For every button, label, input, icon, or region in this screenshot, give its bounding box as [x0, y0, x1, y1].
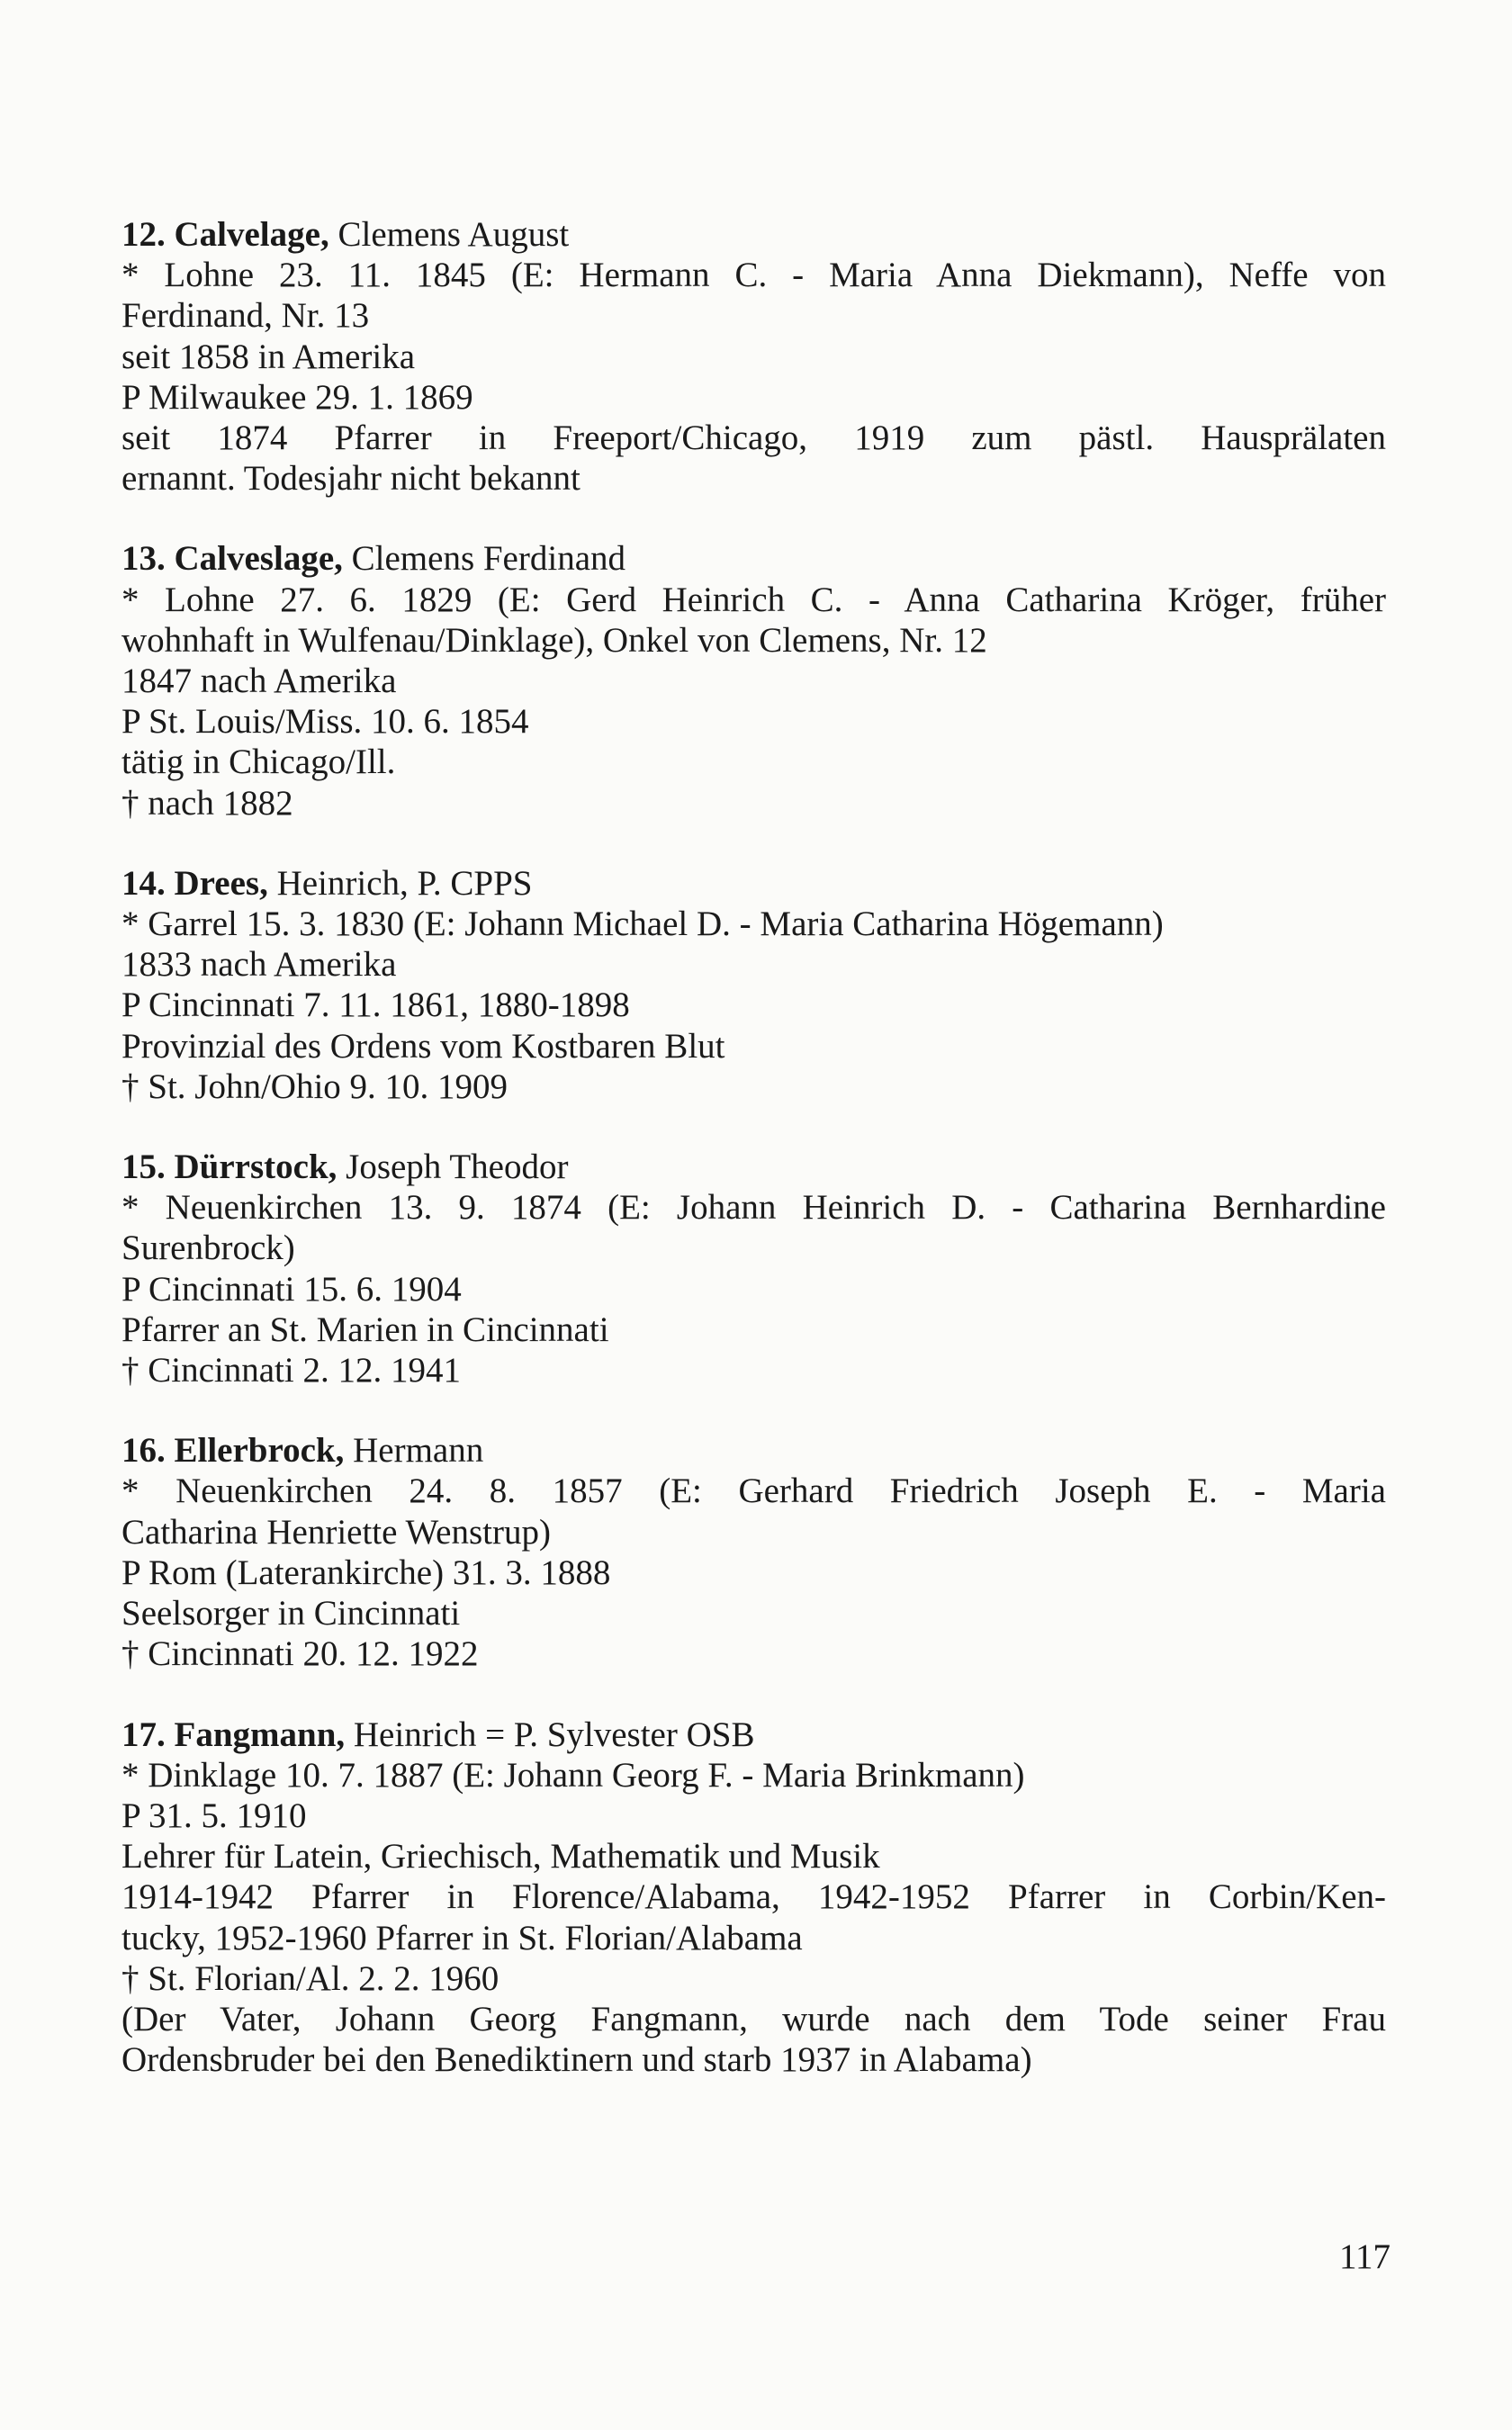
biography-entry: [122, 1430, 1386, 1674]
entry-detail-line: seit 1858 in Amerika: [122, 337, 416, 376]
entry-number: 16.: [122, 1431, 166, 1471]
entry-detail-line: ernannt. Todesjahr nicht bekannt: [122, 459, 580, 499]
biography-entry: [122, 538, 1386, 823]
entry-detail-line: 1833 nach Amerika: [122, 945, 397, 985]
entry-surname: Calveslage,: [174, 539, 343, 579]
page-number: 117: [1338, 2237, 1390, 2276]
biography-entry: [122, 863, 1386, 1107]
entry-heading: [122, 214, 1386, 255]
entry-detail-line: 1914-1942 Pfarrer in Florence/Alabama, 1942-1952 Pfarrer in Corbin/Ken-: [122, 1877, 1386, 1917]
biography-entry: [122, 214, 1386, 499]
entry-surname: Fangmann,: [174, 1714, 346, 1754]
entry-given-name: Hermann: [344, 1431, 484, 1471]
entry-given-name: Clemens Ferdinand: [342, 539, 626, 579]
entry-detail-line: * Neuenkirchen 13. 9. 1874 (E: Johann Heinrich D. - Catharina Bernhardine: [122, 1188, 1386, 1228]
entry-detail-line: † Cincinnati 20. 12. 1922: [122, 1634, 479, 1674]
entry-number: 15.: [122, 1148, 166, 1187]
entry-detail-line: Ordensbruder bei den Benediktinern und starb 1937 in Alabama): [122, 2040, 1032, 2080]
entry-detail-line: P Cincinnati 7. 11. 1861, 1880-1898: [122, 986, 630, 1025]
entry-detail-line: Ferdinand, Nr. 13: [122, 296, 370, 336]
entry-given-name: Heinrich, P. CPPS: [267, 863, 533, 903]
entry-detail-line: P 31. 5. 1910: [122, 1796, 307, 1835]
entry-detail-line: P Rom (Laterankirche) 31. 3. 1888: [122, 1552, 611, 1592]
entry-detail-line: * Lohne 27. 6. 1829 (E: Gerd Heinrich C. - Anna Catharina Kröger, früher: [122, 580, 1386, 619]
entry-detail-line: * Garrel 15. 3. 1830 (E: Johann Michael D. - Maria Catharina Högemann): [122, 904, 1164, 944]
entry-detail-line: P Cincinnati 15. 6. 1904: [122, 1269, 462, 1309]
entry-detail-line: Provinzial des Ordens vom Kostbaren Blut: [122, 1026, 725, 1066]
entry-detail-line: P St. Louis/Miss. 10. 6. 1854: [122, 702, 529, 742]
entry-detail-line: Pfarrer an St. Marien in Cincinnati: [122, 1310, 609, 1349]
entry-detail-line: * Dinklage 10. 7. 1887 (E: Johann Georg F. - Maria Brinkmann): [122, 1755, 1025, 1795]
entry-detail-line: Surenbrock): [122, 1228, 295, 1268]
entry-heading: [122, 1430, 1386, 1471]
biography-entry: [122, 1147, 1386, 1390]
entry-heading: [122, 1147, 1386, 1187]
entry-list: [122, 214, 1386, 2120]
entry-detail-line: 1847 nach Amerika: [122, 662, 397, 701]
entry-detail-line: P Milwaukee 29. 1. 1869: [122, 377, 473, 417]
entry-heading: [122, 1714, 1386, 1755]
entry-detail-line: wohnhaft in Wulfenau/Dinklage), Onkel von Clemens, Nr. 12: [122, 620, 987, 660]
entry-surname: Drees,: [174, 863, 268, 903]
entry-detail-line: † Cincinnati 2. 12. 1941: [122, 1351, 461, 1390]
entry-number: 12.: [122, 215, 166, 254]
entry-detail-line: seit 1874 Pfarrer in Freeport/Chicago, 1919 zum pästl. Hausprälaten: [122, 418, 1386, 458]
entry-given-name: Clemens August: [328, 215, 570, 254]
entry-detail-line: tucky, 1952-1960 Pfarrer in St. Florian/Alabama: [122, 1918, 803, 1958]
entry-detail-line: † St. Florian/Al. 2. 2. 1960: [122, 1958, 500, 1998]
biography-entry: [122, 1714, 1386, 2081]
entry-number: 13.: [122, 539, 166, 579]
entry-detail-line: * Neuenkirchen 24. 8. 1857 (E: Gerhard Friedrich Joseph E. - Maria: [122, 1472, 1386, 1511]
entry-surname: Dürrstock,: [174, 1148, 338, 1187]
entry-surname: Ellerbrock,: [174, 1431, 345, 1471]
entry-detail-line: tätig in Chicago/Ill.: [122, 742, 396, 782]
entry-number: 14.: [122, 863, 166, 903]
entry-detail-line: † St. John/Ohio 9. 10. 1909: [122, 1066, 508, 1106]
entry-detail-line: * Lohne 23. 11. 1845 (E: Hermann C. - Maria Anna Diekmann), Neffe von: [122, 256, 1386, 295]
entry-detail-line: † nach 1882: [122, 783, 293, 823]
entry-given-name: Heinrich = P. Sylvester OSB: [345, 1714, 755, 1754]
entry-number: 17.: [122, 1714, 166, 1754]
entry-heading: [122, 863, 1386, 904]
entry-detail-line: Catharina Henriette Wenstrup): [122, 1512, 551, 1552]
entry-detail-line: Seelsorger in Cincinnati: [122, 1594, 461, 1634]
entry-given-name: Joseph Theodor: [337, 1148, 569, 1187]
entry-surname: Calvelage,: [174, 215, 329, 254]
entry-detail-line: Lehrer für Latein, Griechisch, Mathematik und Musik: [122, 1837, 880, 1876]
entry-heading: [122, 538, 1386, 579]
entry-detail-line: (Der Vater, Johann Georg Fangmann, wurde nach dem Tode seiner Frau: [122, 1999, 1386, 2038]
